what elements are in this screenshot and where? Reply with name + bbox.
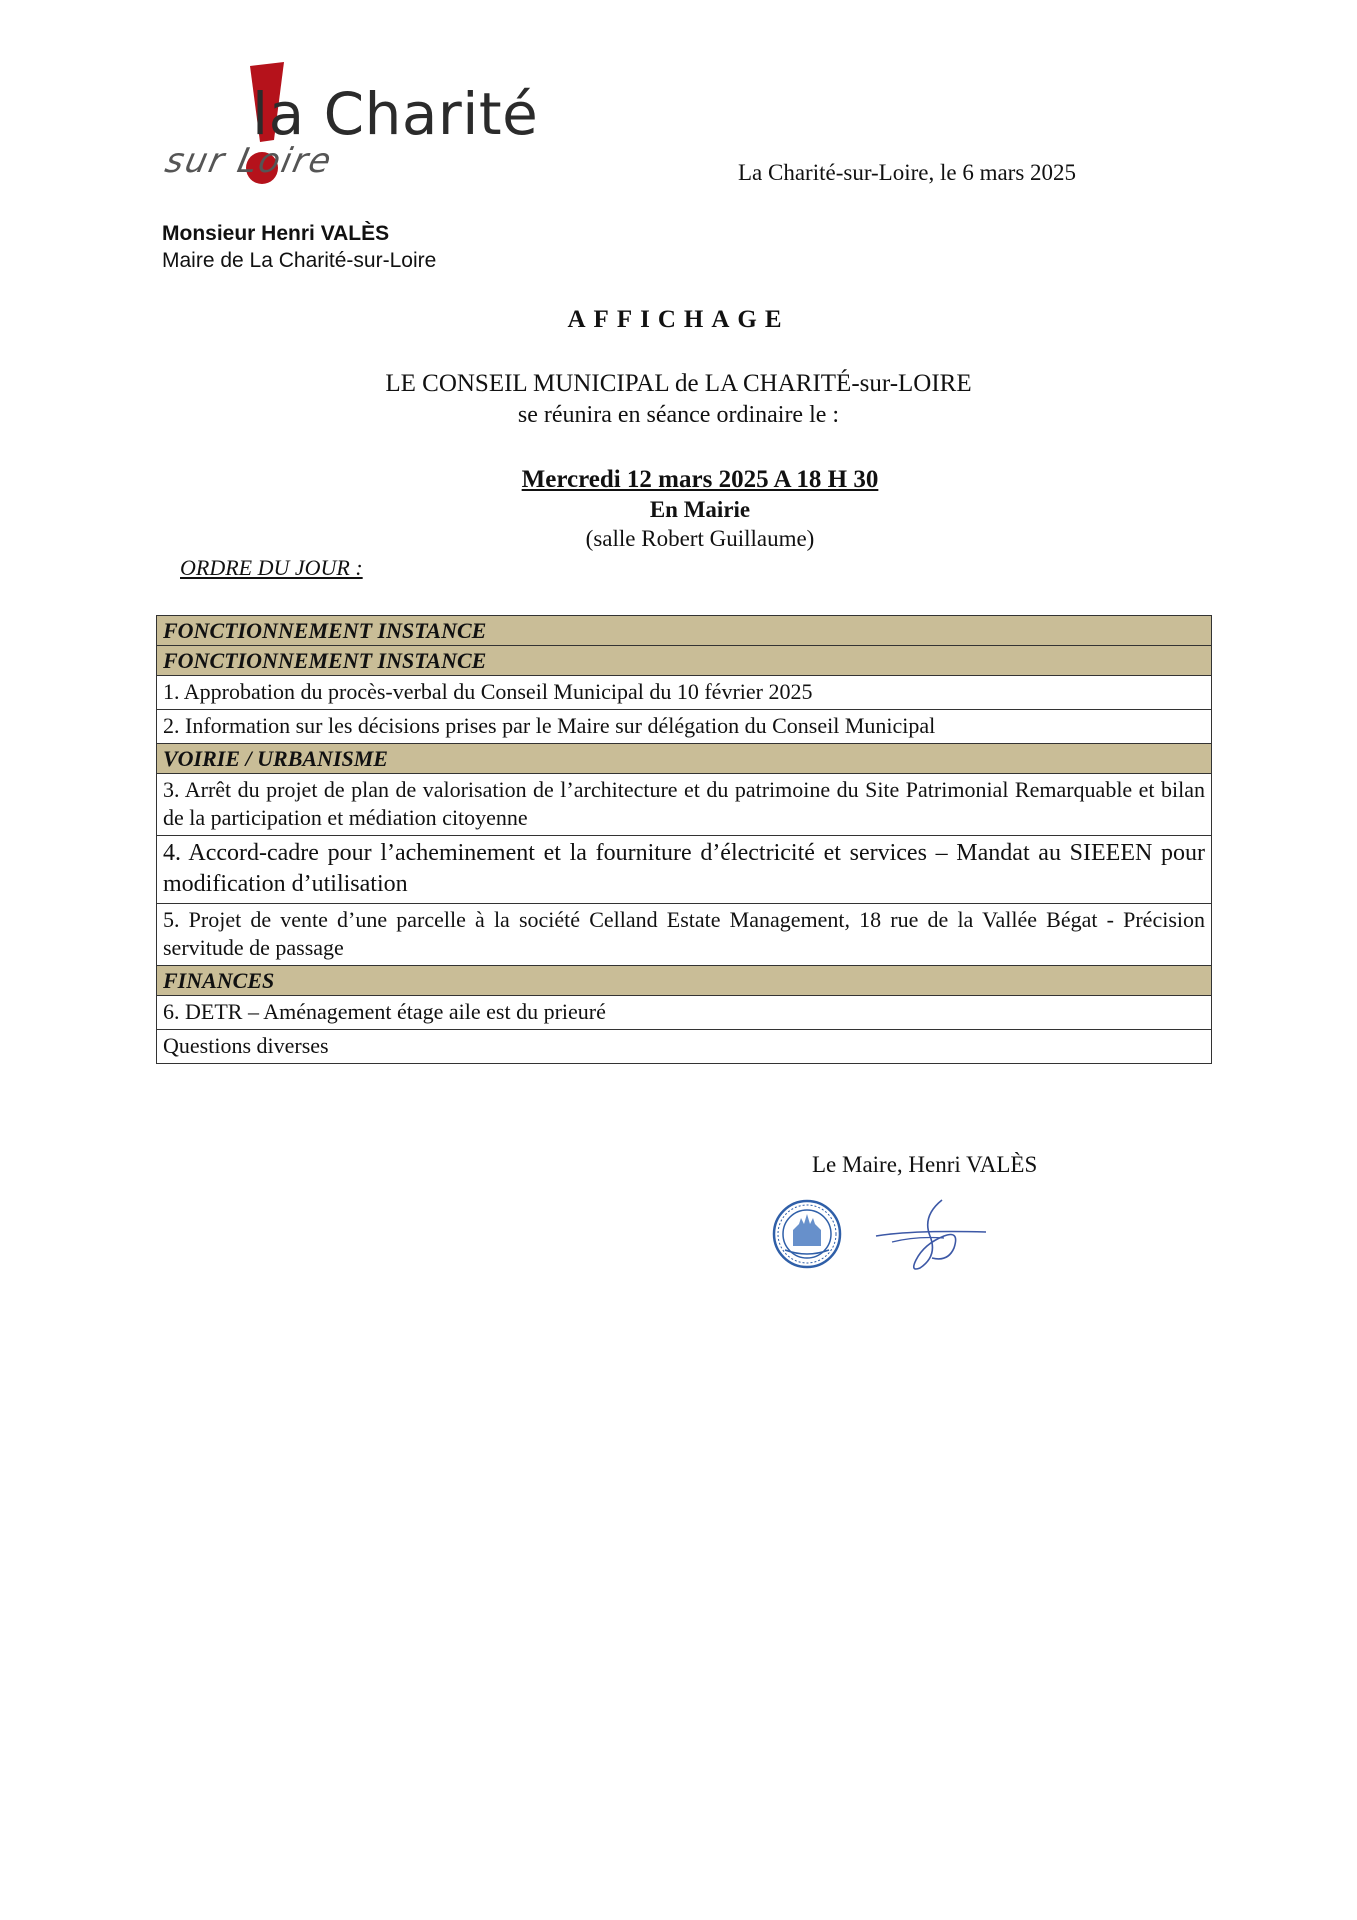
agenda-item: 2. Information sur les décisions prises par le Maire sur délégation du Conseil Municipal (157, 709, 1211, 743)
handwritten-signature-icon (872, 1196, 990, 1274)
meeting-date: Mercredi 12 mars 2025 A 18 H 30 (521, 466, 879, 493)
sender-name: Monsieur Henri VALÈS (162, 222, 390, 245)
place-date: La Charité-sur-Loire, le 6 mars 2025 (738, 160, 1077, 185)
agenda-label: ORDRE DU JOUR : (180, 555, 363, 580)
signature-line: Le Maire, Henri VALÈS (812, 1152, 1038, 1177)
municipal-seal-icon (771, 1198, 843, 1270)
logo-text: la Charité (252, 80, 539, 148)
notice-intro-line-2: se réunira en séance ordinaire le : (517, 402, 840, 428)
agenda-item: 5. Projet de vente d’une parcelle à la société Celland Estate Management, 18 rue de la Vallée Bégat - Précision servitude de passage (157, 903, 1211, 965)
sender-title: Maire de La Charité-sur-Loire (162, 249, 437, 272)
agenda-table (156, 615, 1212, 1064)
meeting-room: (salle Robert Guillaume) (585, 526, 815, 551)
agenda-item: Questions diverses (157, 1029, 1211, 1063)
agenda-item: 6. DETR – Aménagement étage aile est du prieuré (157, 995, 1211, 1029)
agenda-item: 4. Accord-cadre pour l’acheminement et la fourniture d’électricité et services – Mandat au SIEEEN pour modification d’utilisation (157, 835, 1211, 903)
agenda-section-header: FONCTIONNEMENT INSTANCE (157, 616, 1211, 645)
agenda-section-header: FONCTIONNEMENT INSTANCE (157, 645, 1211, 675)
agenda-section-header: VOIRIE / URBANISME (157, 743, 1211, 773)
agenda-section-header: FINANCES (157, 965, 1211, 995)
logo-subtext: sur Loire (161, 141, 337, 181)
logo (160, 58, 560, 188)
meeting-place: En Mairie (649, 497, 751, 522)
agenda-item: 3. Arrêt du projet de plan de valorisation de l’architecture et du patrimoine du Site Patrimonial Remarquable et bilan de la participation et médiation citoyenne (157, 773, 1211, 835)
sender-block (162, 220, 436, 274)
agenda-item: 1. Approbation du procès-verbal du Conseil Municipal du 10 février 2025 (157, 675, 1211, 709)
notice-intro-line-1: LE CONSEIL MUNICIPAL de LA CHARITÉ-sur-LOIRE (385, 370, 972, 397)
notice-title: AFFICHAGE (567, 306, 790, 333)
